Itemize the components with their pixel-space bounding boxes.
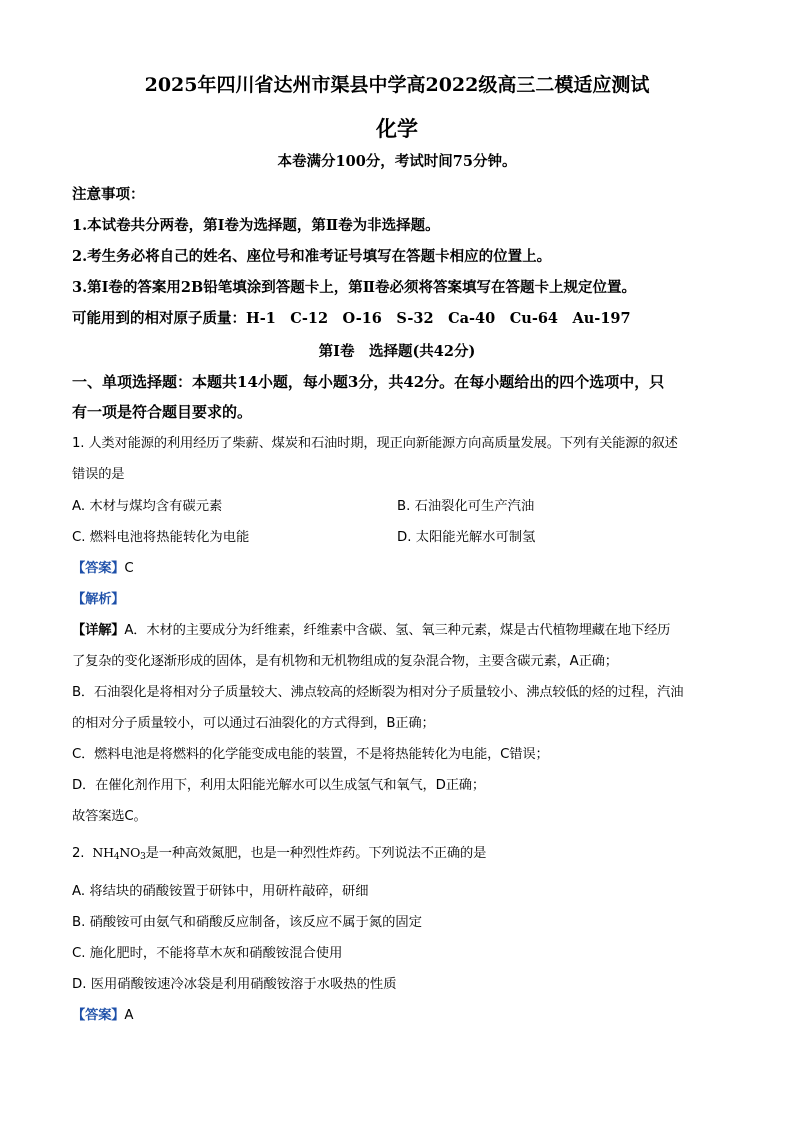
exam-meta: 本卷满分100分，考试时间75分钟。 [277, 153, 517, 170]
q1-option-c: C. 燃料电池将热能转化为电能 [72, 530, 250, 545]
answer-tag: 【答案】 [72, 1008, 125, 1023]
q2-option-c: C. 施化肥时，不能将草木灰和硝酸铵混合使用 [72, 946, 343, 961]
q1-option-a: A. 木材与煤均含有碳元素 [72, 499, 223, 514]
exam-title: 2025年四川省达州市渠县中学高2022级高三二模适应测试 [144, 74, 650, 96]
note-item: 3.第Ⅰ卷的答案用2B铅笔填涂到答题卡上，第Ⅱ卷必须将答案填写在答题卡上规定位置。 [72, 279, 636, 296]
answer-tag: 【答案】 [72, 561, 125, 576]
q1-detail-line: B．石油裂化是将相对分子质量较大、沸点较高的烃断裂为相对分子质量较小、沸点较低的烃的过程，汽油 [72, 685, 684, 700]
section-instruction: 一、单项选择题：本题共14小题，每小题3分，共42分。在每小题给出的四个选项中，只 [72, 373, 665, 391]
question-2-stem: 2. $NH_4NO_3$是一种高效氮肥，也是一种烈性炸药。下列说法不正确的是 [72, 845, 487, 862]
answer-value: C [124, 561, 134, 576]
question-1-stem: 错误的是 [72, 467, 125, 482]
q2-option-b: B. 硝酸铵可由氨气和硝酸反应制备，该反应不属于氮的固定 [72, 915, 422, 930]
q1-detail-line: D．在催化剂作用下，利用太阳能光解水可以生成氢气和氧气，D正确； [72, 778, 485, 793]
ammonium-nitrate-formula: $NH_4NO_3$ [92, 845, 146, 862]
question-1-stem: 1. 人类对能源的利用经历了柴薪、煤炭和石油时期，现正向新能源方向高质量发展。下列有关能源的叙述 [72, 436, 678, 451]
atomic-masses: 可能用到的相对原子质量：H-1 C-12 O-16 S-32 Ca-40 Cu-64 Au-197 [72, 310, 631, 327]
q2-option-a: A. 将结块的硝酸铵置于研钵中，用研杵敲碎，研细 [72, 884, 369, 899]
q1-option-d: D. 太阳能光解水可制氢 [397, 530, 536, 545]
notes-heading: 注意事项： [72, 186, 145, 203]
q1-answer [72, 557, 133, 576]
section-title: 第Ⅰ卷 选择题(共42分) [318, 343, 476, 360]
note-item: 2.考生务必将自己的姓名、座位号和准考证号填写在答题卡相应的位置上。 [72, 248, 552, 265]
note-item: 1.本试卷共分两卷，第Ⅰ卷为选择题，第Ⅱ卷为非选择题。 [72, 217, 440, 234]
answer-value: A [124, 1008, 134, 1023]
section-instruction: 有一项是符合题目要求的。 [72, 403, 253, 421]
q1-detail-line: C．燃料电池是将燃料的化学能变成电能的装置，不是将热能转化为电能，C错误； [72, 747, 549, 762]
q2-answer [72, 1004, 133, 1023]
q2-option-d: D. 医用硝酸铵速冷冰袋是利用硝酸铵溶于水吸热的性质 [72, 977, 397, 992]
subject-title: 化学 [376, 116, 418, 141]
q1-detail-line: 的相对分子质量较小，可以通过石油裂化的方式得到，B正确； [72, 716, 435, 731]
q1-detail-line: 了复杂的变化逐渐形成的固体，是有机物和无机物组成的复杂混合物，主要含碳元素，A正确； [72, 654, 618, 669]
q1-detail-line: 【详解】A．木材的主要成分为纤维素，纤维素中含碳、氢、氧三种元素，煤是古代植物埋藏在地下经历 [72, 623, 671, 638]
analysis-tag: 【解析】 [72, 592, 125, 607]
detail-tag: 【详解】 [72, 623, 125, 638]
q1-detail-line: 故答案选C。 [72, 809, 147, 824]
q1-option-b: B. 石油裂化可生产汽油 [397, 499, 535, 514]
q1-analysis [72, 588, 124, 607]
